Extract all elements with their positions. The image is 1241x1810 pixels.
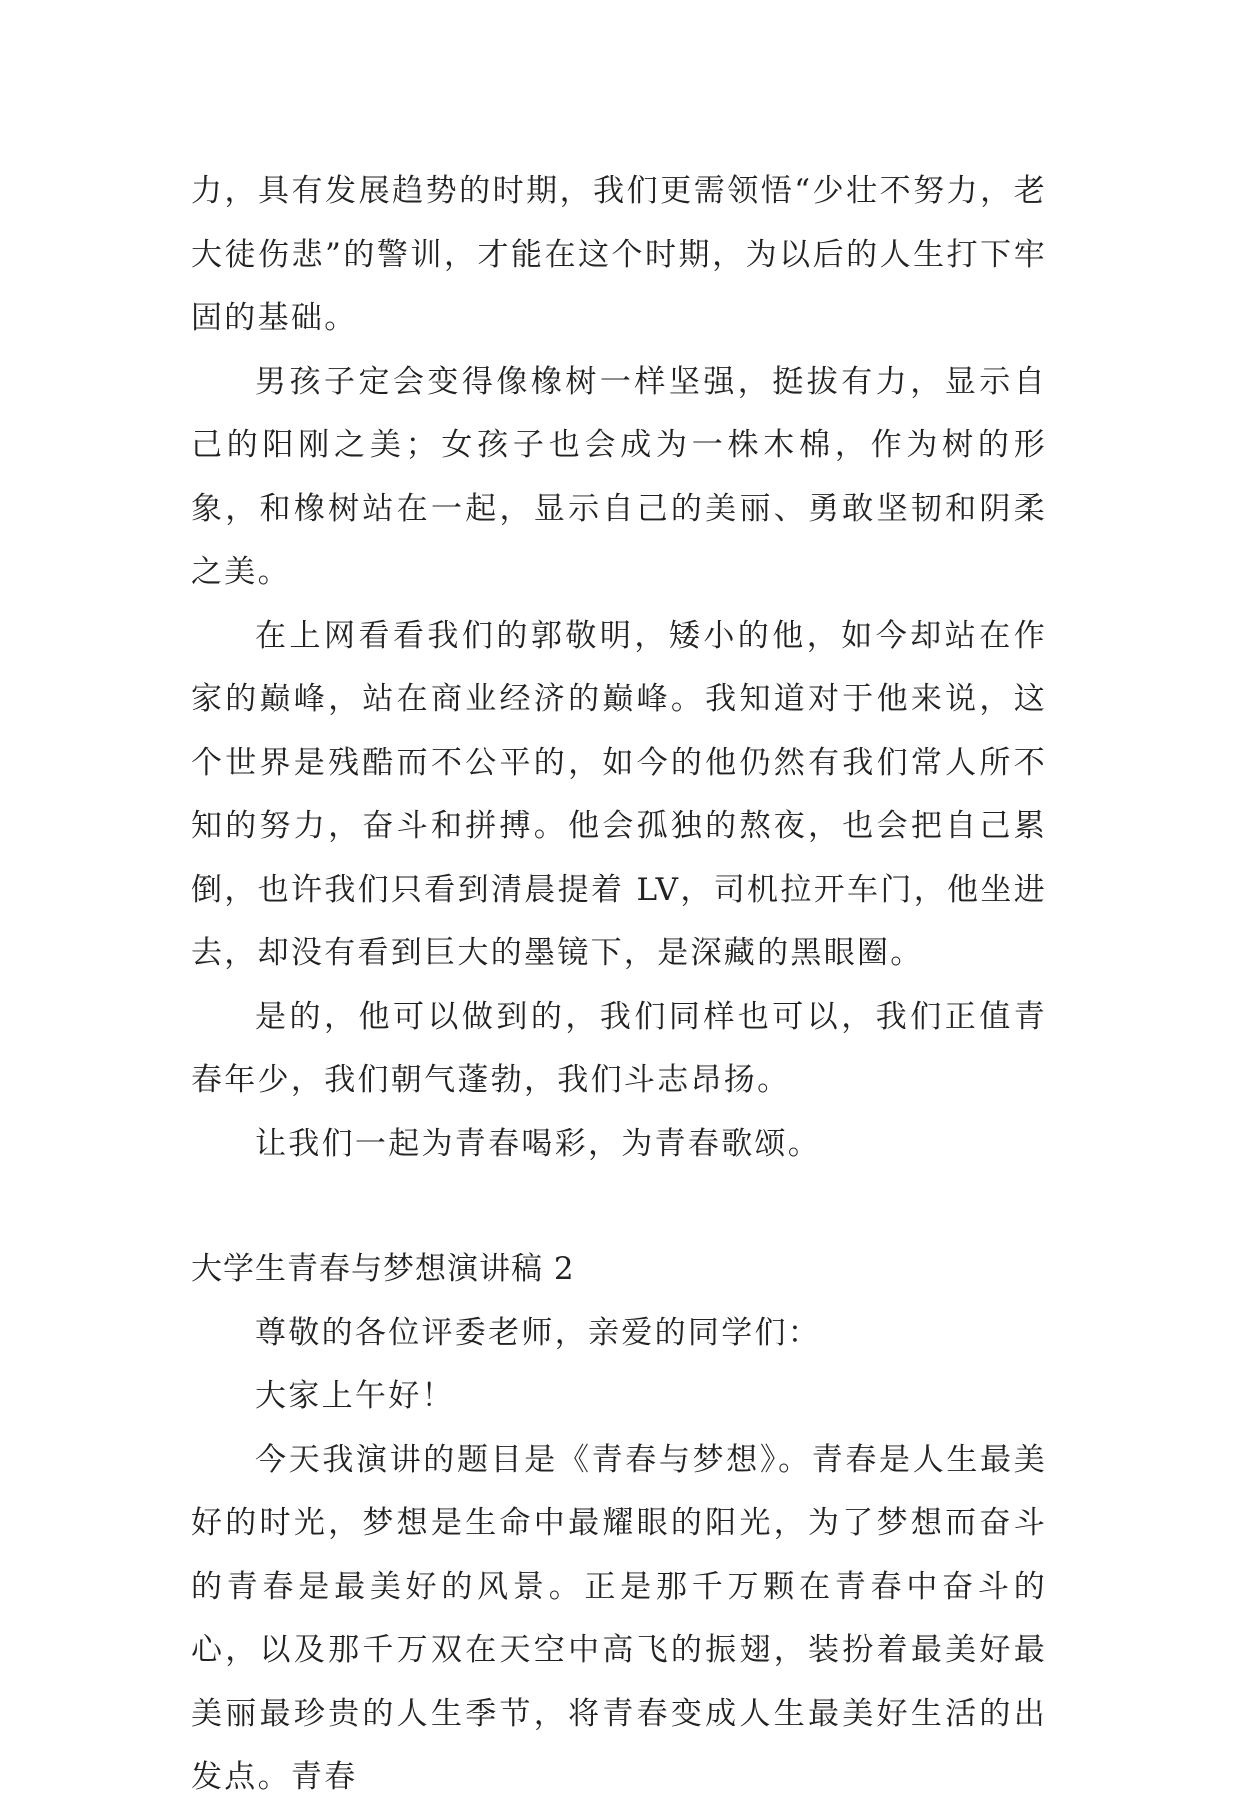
- paragraph-continued: 力，具有发展趋势的时期，我们更需领悟“少壮不努力，老大徒伤悲”的警训，才能在这个时期，为以后的人生打下牢固的基础。: [191, 173, 1047, 336]
- section-title: 大学生青春与梦想演讲稿 2: [191, 1251, 575, 1287]
- paragraph-greeting: 大家上午好！: [255, 1378, 455, 1414]
- paragraph-we-can-too: 是的，他可以做到的，我们同样也可以，我们正值青春年少，我们朝气蓬勃，我们斗志昂扬。: [191, 998, 1047, 1098]
- paragraph-cheer-youth: 让我们一起为青春喝彩，为青春歌颂。: [255, 1125, 822, 1162]
- paragraph-oak-and-kapok: 男孩子定会变得像橡树一样坚强，挺拔有力，显示自己的阳刚之美；女孩子也会成为一株木棉，作为树的形象，和橡树站在一起，显示自己的美丽、勇敢坚韧和阴柔之美。: [191, 363, 1047, 590]
- paragraph-guo-jingming: 在上网看看我们的郭敬明，矮小的他，如今却站在作家的巅峰，站在商业经济的巅峰。我知道对于他来说，这个世界是残酷而不公平的，如今的他仍然有我们常人所不知的努力，奋斗和拼搏。他会孤独的熬夜，也会把自己累倒，也许我们只看到清晨提着 LV，司机拉开车门，他坐进去，却没有看到巨大的墨镜下，是深藏的黑眼圈。: [191, 617, 1047, 971]
- paragraph-speech-topic: 今天我演讲的题目是《青春与梦想》。青春是人生最美好的时光，梦想是生命中最耀眼的阳光，为了梦想而奋斗的青春是最美好的风景。正是那千万颗在青春中奋斗的心，以及那千万双在天空中高飞的振翅，装扮着最美好最美丽最珍贵的人生季节，将青春变成人生最美好生活的出发点。青春: [191, 1441, 1047, 1795]
- document-body: [191, 160, 1047, 1810]
- paragraph-salutation: 尊敬的各位评委老师，亲爱的同学们：: [255, 1314, 822, 1351]
